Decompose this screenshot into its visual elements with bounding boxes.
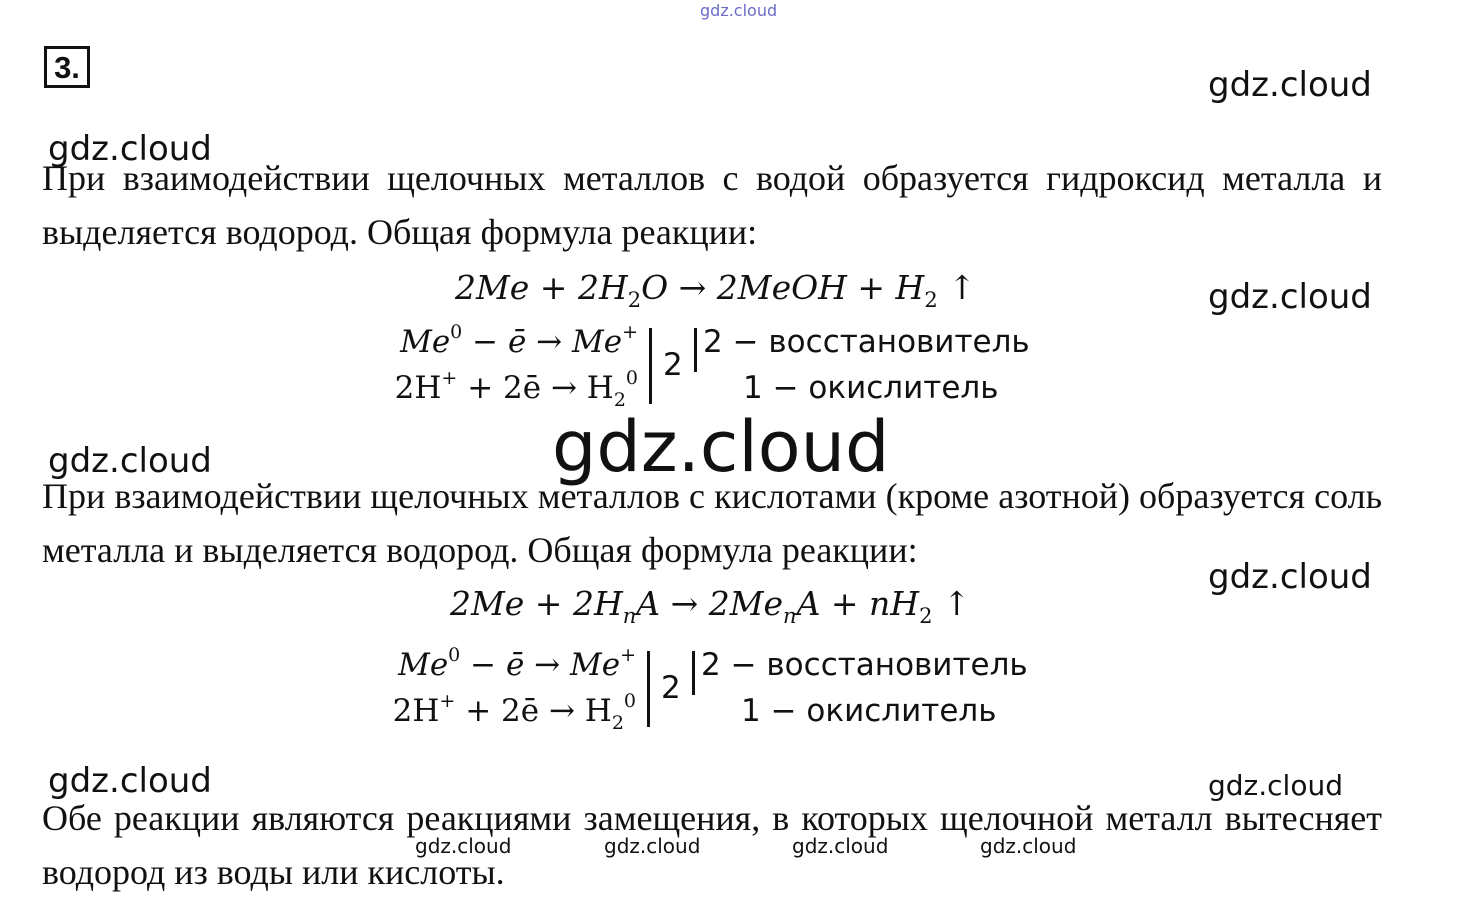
- watermark-main: gdz.cloud: [552, 406, 890, 488]
- balance-lcm: 2: [663, 347, 683, 383]
- watermark: gdz.cloud: [604, 834, 701, 858]
- watermark-top: gdz.cloud: [700, 1, 778, 20]
- reaction-water: $2Me + 2H_2O$ → 2MeOH + $H_2$ ↑: [455, 268, 976, 312]
- watermark: gdz.cloud: [1208, 769, 1343, 802]
- electron-balance-1: [360, 320, 1160, 410]
- watermark: gdz.cloud: [1208, 65, 1372, 105]
- watermark: gdz.cloud: [48, 761, 212, 801]
- watermark: gdz.cloud: [980, 834, 1077, 858]
- problem-number: 3.: [44, 46, 90, 88]
- paragraph-1: При взаимодействии щелочных металлов с водой образуется гидроксид металла и выделяется водород. Общая формула реакции:: [42, 158, 1382, 252]
- role-reducer: 2 − восстановитель: [701, 647, 1028, 683]
- watermark: gdz.cloud: [48, 441, 212, 481]
- balance-divider: [647, 651, 650, 727]
- electron-balance-2: [358, 643, 1158, 733]
- watermark: gdz.cloud: [1208, 557, 1372, 597]
- watermark: gdz.cloud: [415, 834, 512, 858]
- paragraph-2: При взаимодействии щелочных металлов с кислотами (кроме азотной) образуется соль металла и выделяется водород. Общая формула реакции:: [42, 476, 1382, 570]
- balance-divider: [692, 651, 695, 695]
- half-reaction-oxidation: $Me^0$ − ē → Me+: [400, 321, 638, 360]
- balance-divider: [649, 328, 652, 404]
- balance-divider: [694, 328, 697, 372]
- paragraph-3: Обе реакции являются реакциями замещения, в которых щелочной металл вытесняет водород из воды или кислоты.: [42, 798, 1382, 892]
- balance-lcm: 2: [661, 670, 681, 706]
- half-reaction-reduction: 2H+ + 2ē → $H_2^0$: [392, 690, 636, 734]
- watermark: gdz.cloud: [48, 129, 212, 169]
- role-oxidizer: 1 − окислитель: [741, 693, 997, 729]
- watermark: gdz.cloud: [1208, 277, 1372, 317]
- reaction-acid: $2Me + 2H_nA \to 2Me_nA + nH_2$ ↑: [450, 584, 971, 628]
- half-reaction-reduction: 2H+ + 2ē → $H_2^0$: [394, 367, 638, 411]
- watermark: gdz.cloud: [792, 834, 889, 858]
- role-oxidizer: 1 − окислитель: [743, 370, 999, 406]
- half-reaction-oxidation: $Me^0$ − ē → Me+: [398, 644, 636, 683]
- role-reducer: 2 − восстановитель: [703, 324, 1030, 360]
